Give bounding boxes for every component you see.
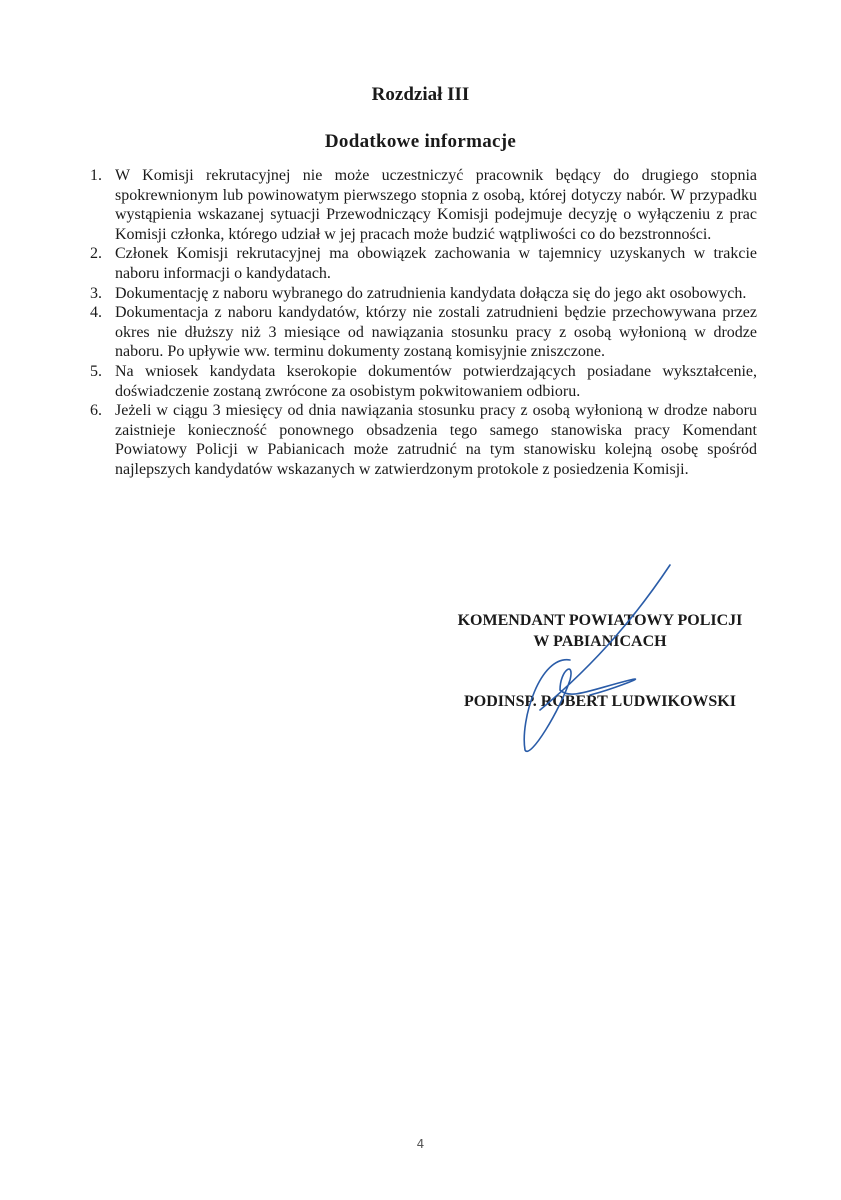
item-number: 5. [90, 362, 102, 380]
item-text: W Komisji rekrutacyjnej nie może uczestniczyć pracownik będący do drugiego stopnia spokrewnionym lub powinowatym pierwszego stopnia z osobą, której dotyczy nabór. W przypadku wystąpienia wskazanej sytuacji Przewodniczący Komisji podejmuje decyzję o wyłączeniu z prac Komisji członka, którego udział w jej pracach może budzić wątpliwości co do bezstronności. [115, 167, 757, 243]
item-text: Na wniosek kandydata kserokopie dokumentów potwierdzających posiadane wykształcenie, doświadczenie zostaną zwrócone za osobistym pokwitowaniem odbioru. [115, 362, 757, 400]
list-item [90, 284, 757, 304]
list-item [90, 244, 757, 283]
chapter-heading: Rozdział III [371, 84, 470, 105]
list-item [90, 401, 757, 479]
provisions-list [90, 166, 757, 480]
signatory-location: W PABIANICACH [533, 633, 667, 650]
section-title: Dodatkowe informacje [324, 131, 517, 152]
item-text: Jeżeli w ciągu 3 miesięcy od dnia nawiązania stosunku pracy z osobą wyłonioną w drodze naboru zaistnieje konieczność ponownego obsadzenia tego samego stanowiska pracy Komendant Powiatowy Policji w Pabianicach może zatrudnić na tym stanowisku kolejną osobę spośród najlepszych kandydatów wskazanych w zatwierdzonym protokole z posiedzenia Komisji. [115, 402, 757, 478]
list-item [90, 166, 757, 244]
item-number: 3. [90, 284, 102, 302]
list-item [90, 362, 757, 401]
signatory-title: KOMENDANT POWIATOWY POLICJI [457, 612, 743, 629]
signature-stroke [524, 565, 670, 751]
list-item [90, 303, 757, 362]
item-number: 6. [90, 402, 102, 420]
handwritten-signature [500, 560, 700, 770]
page-number: 4 [416, 1137, 425, 1151]
item-number: 2. [90, 245, 102, 263]
item-text: Członek Komisji rekrutacyjnej ma obowiązek zachowania w tajemnicy uzyskanych w trakcie naboru informacji o kandydatach. [115, 245, 757, 282]
signatory-name: PODINSP. ROBERT LUDWIKOWSKI [464, 693, 736, 710]
item-number: 1. [90, 167, 102, 184]
item-text: Dokumentację z naboru wybranego do zatrudnienia kandydata dołącza się do jego akt osobowych. [115, 284, 747, 302]
item-number: 4. [90, 304, 102, 322]
item-text: Dokumentacja z naboru kandydatów, którzy nie zostali zatrudnieni będzie przechowywana przez okres nie dłuższy niż 3 miesiące od nawiązania stosunku pracy z osobą wyłonioną w drodze naboru. Po upływie ww. terminu dokumenty zostaną komisyjnie zniszczone. [115, 304, 757, 361]
